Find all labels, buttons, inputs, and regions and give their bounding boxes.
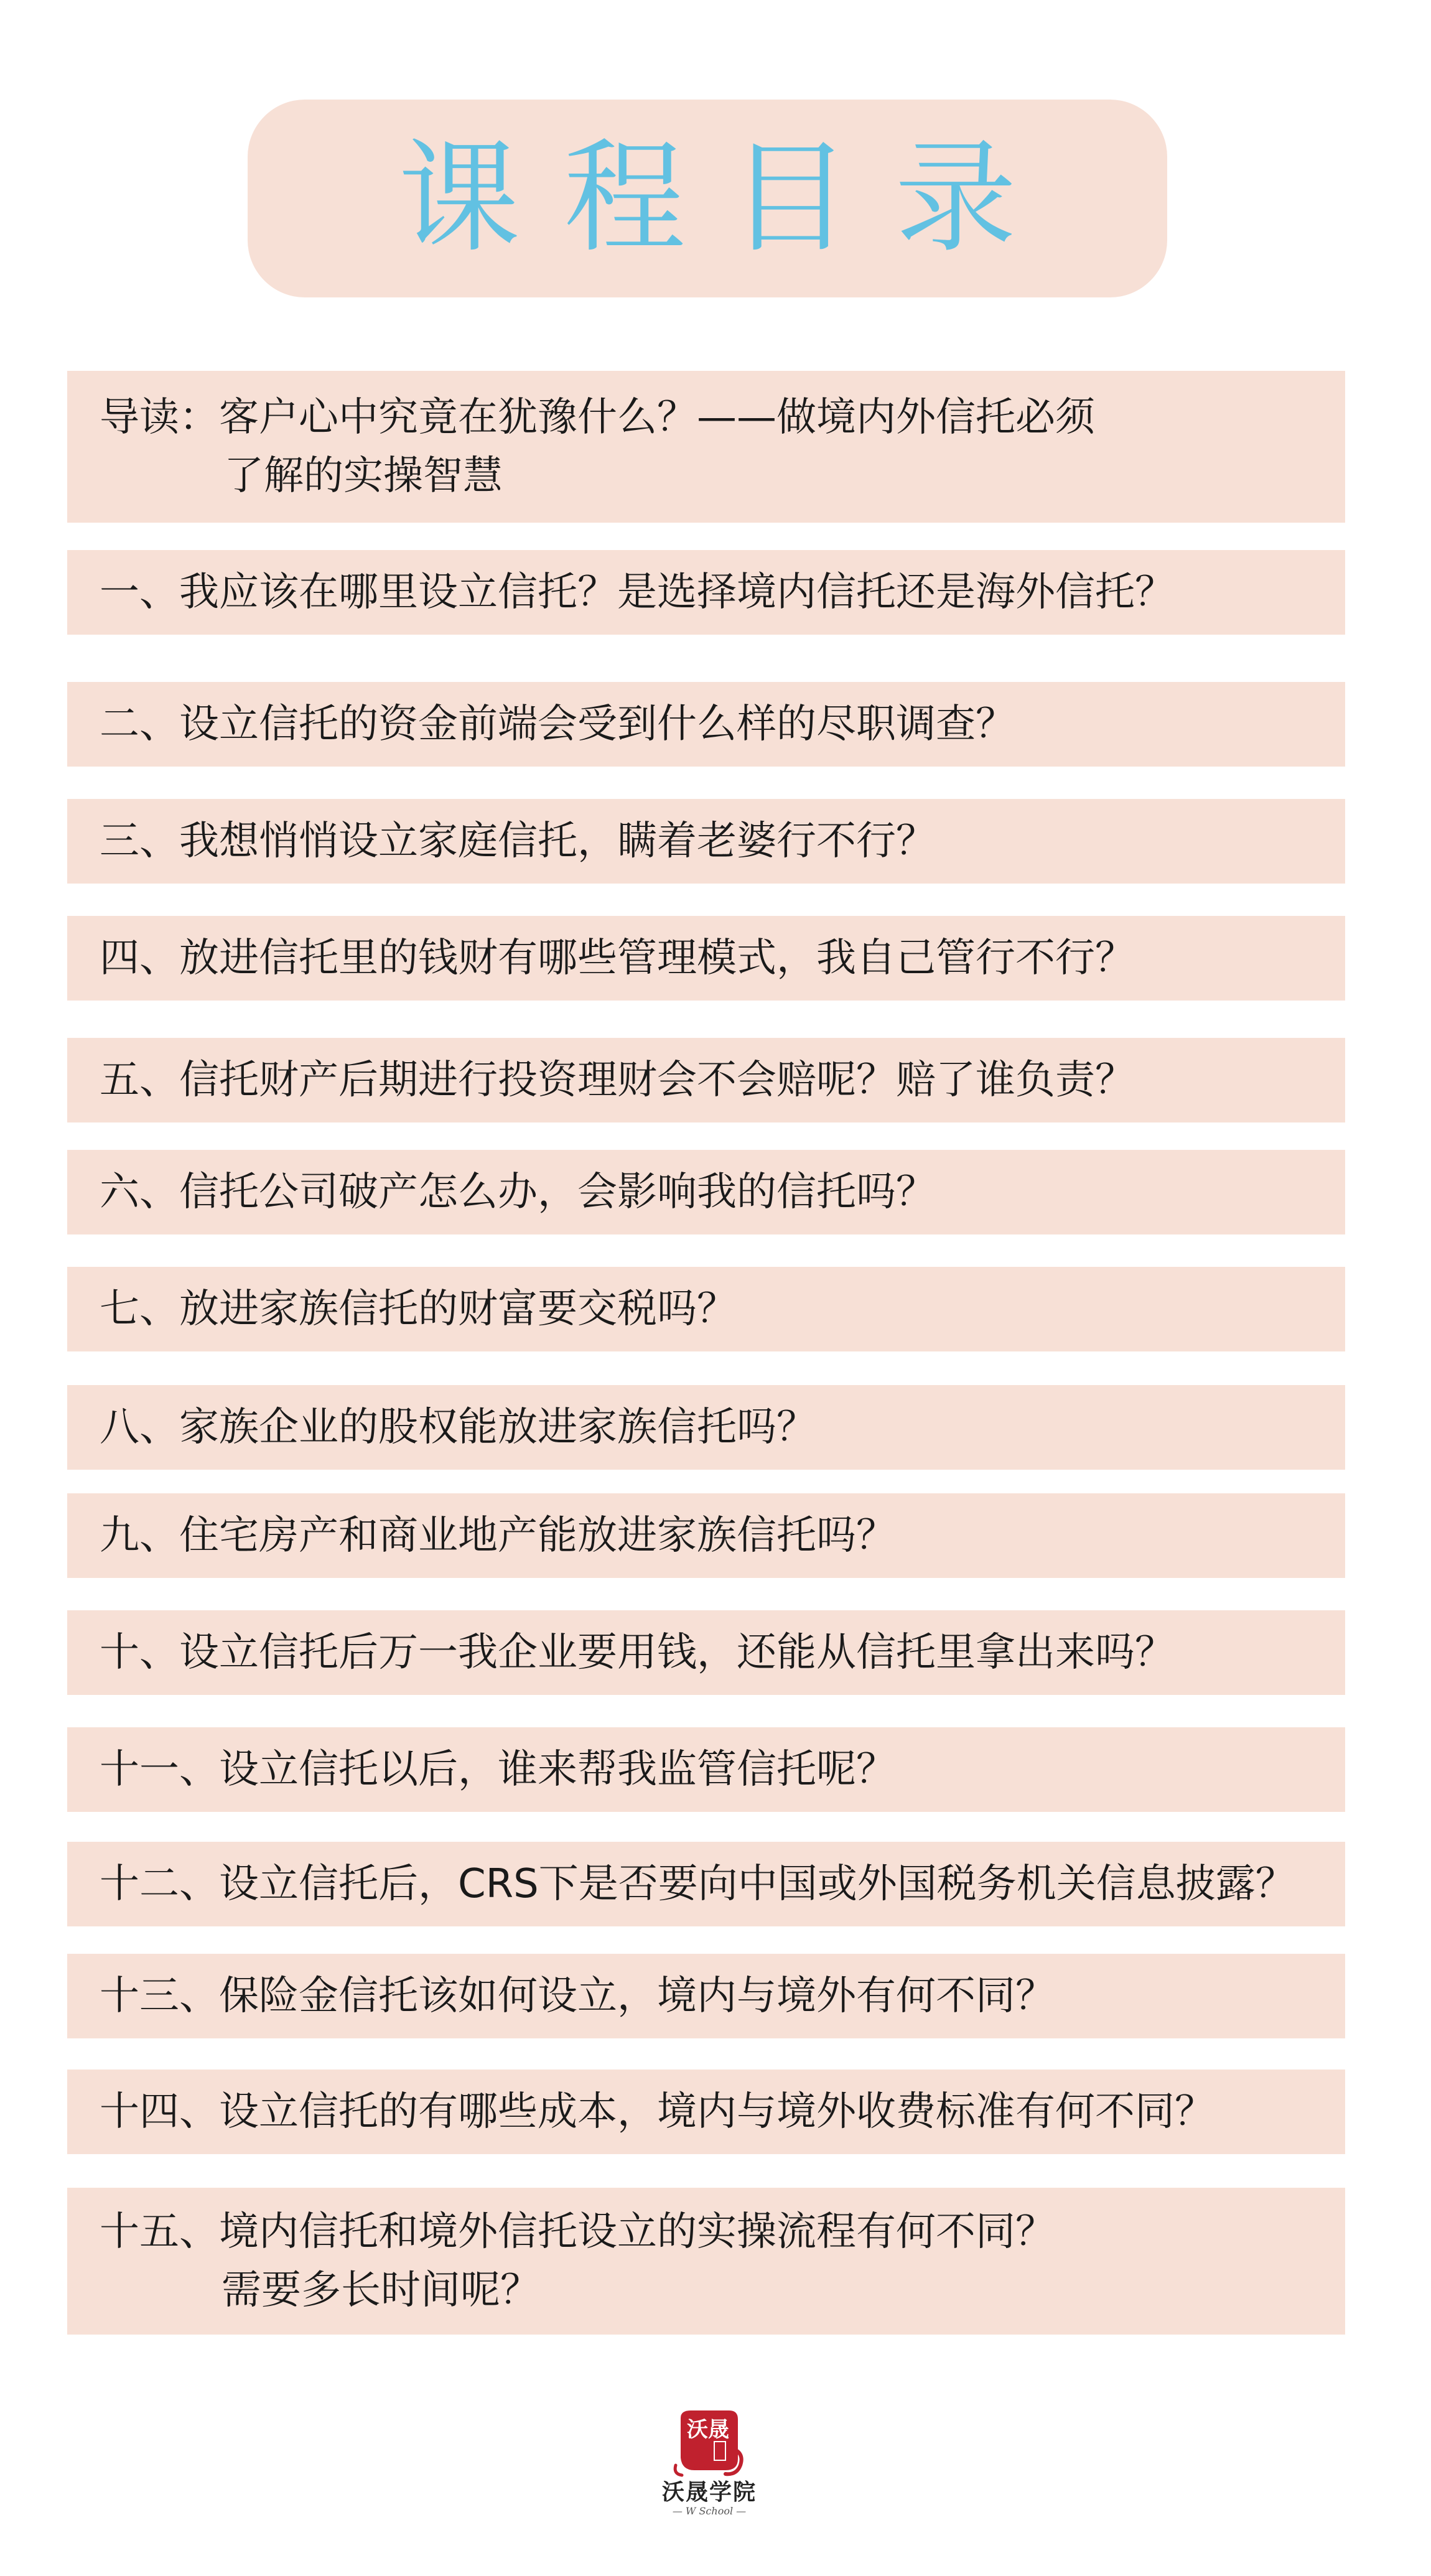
toc-item-13[interactable] bbox=[67, 1954, 1345, 2038]
toc-item-text: 七、放进家族信托的财富要交税吗？ bbox=[100, 1286, 737, 1332]
toc-item-text: 九、住宅房产和商业地产能放进家族信托吗？ bbox=[100, 1513, 896, 1559]
toc-item-text-continued: 需要多长时间呢？ bbox=[221, 2267, 540, 2313]
toc-item-7[interactable] bbox=[67, 1267, 1345, 1351]
toc-item-6[interactable] bbox=[67, 1150, 1345, 1234]
toc-item-4[interactable] bbox=[67, 916, 1345, 1001]
school-subtitle: — W School — bbox=[672, 2505, 747, 2517]
toc-item-2[interactable] bbox=[67, 682, 1345, 767]
toc-item-8[interactable] bbox=[67, 1385, 1345, 1470]
title-banner bbox=[248, 100, 1167, 297]
toc-item-10[interactable] bbox=[67, 1610, 1345, 1695]
toc-item-text: 导读：客户心中究竟在犹豫什么？——做境内外信托必须 bbox=[100, 394, 1095, 441]
toc-item-text: 十五、境内信托和境外信托设立的实操流程有何不同？ bbox=[100, 2209, 1055, 2255]
toc-item-text: 八、家族企业的股权能放进家族信托吗？ bbox=[100, 1404, 816, 1450]
school-name: 沃晟学院 bbox=[661, 2480, 757, 2505]
toc-item-15[interactable] bbox=[67, 2188, 1345, 2335]
toc-item-text: 十、设立信托后万一我企业要用钱，还能从信托里拿出来吗？ bbox=[100, 1630, 1175, 1676]
toc-item-text: 一、我应该在哪里设立信托？是选择境内信托还是海外信托？ bbox=[100, 569, 1175, 615]
toc-item-14[interactable] bbox=[67, 2070, 1345, 2154]
toc-item-1[interactable] bbox=[67, 550, 1345, 635]
toc-item-text: 三、我想悄悄设立家庭信托，瞒着老婆行不行？ bbox=[100, 818, 936, 864]
toc-item-12[interactable] bbox=[67, 1842, 1345, 1926]
toc-item-text: 二、设立信托的资金前端会受到什么样的尽职调查？ bbox=[100, 701, 1015, 747]
toc-item-5[interactable] bbox=[67, 1038, 1345, 1122]
toc-item-3[interactable] bbox=[67, 799, 1345, 884]
toc-item-text: 四、放进信托里的钱财有哪些管理模式，我自己管行不行？ bbox=[100, 935, 1135, 981]
toc-item-text: 五、信托财产后期进行投资理财会不会赔呢？赔了谁负责？ bbox=[100, 1057, 1135, 1103]
page-title: 课程目录 bbox=[398, 128, 1060, 269]
toc-item-11[interactable] bbox=[67, 1727, 1345, 1812]
toc-item-text: 十一、设立信托以后，谁来帮我监管信托呢？ bbox=[100, 1747, 896, 1793]
seal-text-top: 沃晟 bbox=[687, 2417, 729, 2442]
school-logo bbox=[641, 2406, 778, 2518]
toc-item-text: 十三、保险金信托该如何设立，境内与境外有何不同？ bbox=[100, 1973, 1055, 2019]
school-seal-icon bbox=[672, 2406, 747, 2479]
toc-item-intro[interactable] bbox=[67, 371, 1345, 523]
toc-item-9[interactable] bbox=[67, 1493, 1345, 1578]
toc-item-text: 十二、设立信托后，CRS下是否要向中国或外国税务机关信息披露？ bbox=[100, 1861, 1295, 1907]
toc-item-text: 六、信托公司破产怎么办，会影响我的信托吗？ bbox=[100, 1169, 936, 1215]
toc-item-text: 十四、设立信托的有哪些成本，境内与境外收费标准有何不同？ bbox=[100, 2089, 1214, 2135]
toc-item-text-continued: 了解的实操智慧 bbox=[224, 453, 503, 499]
